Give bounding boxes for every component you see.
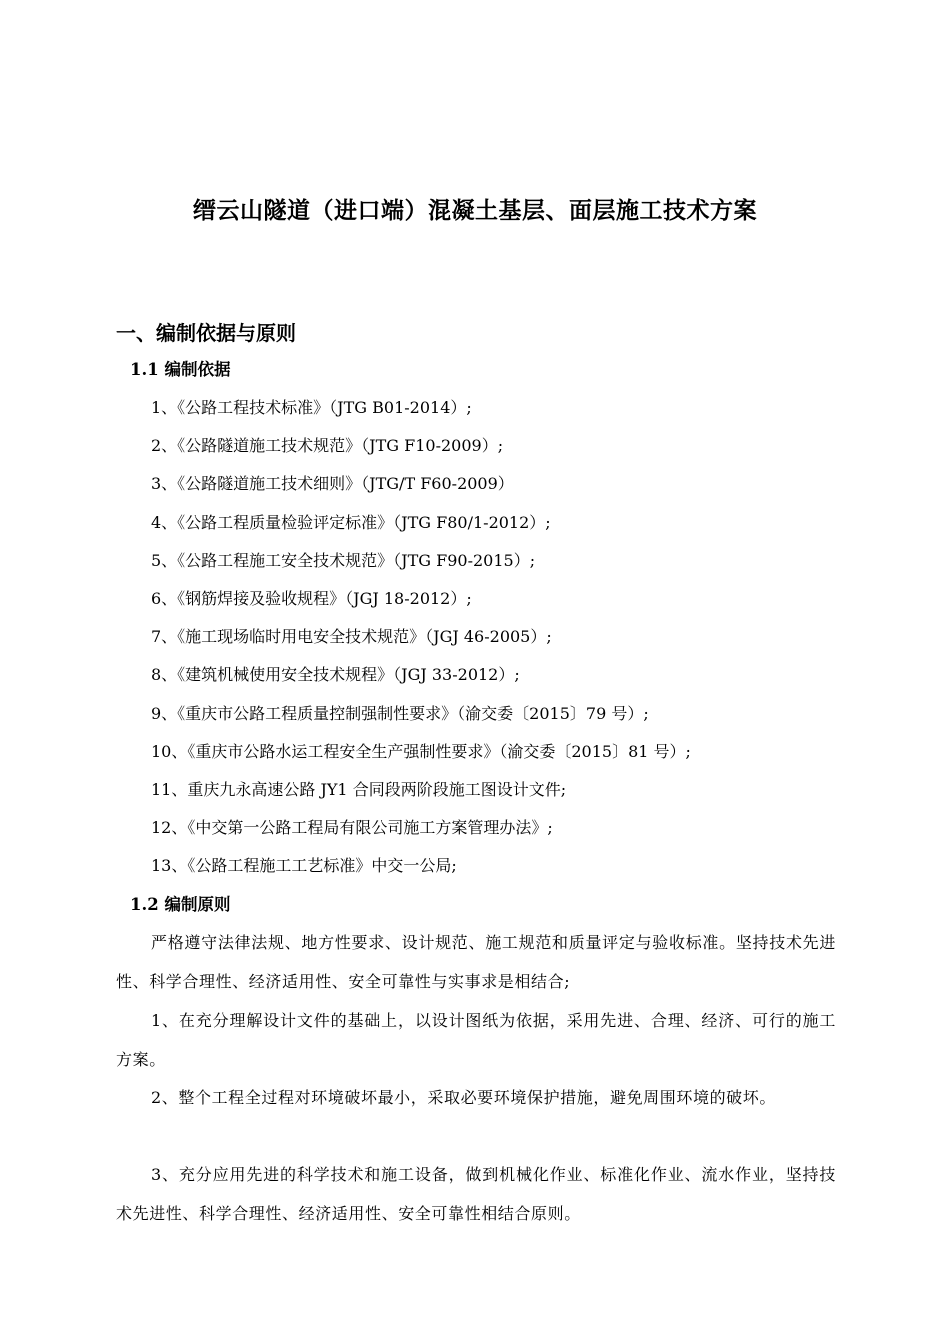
reference-item: 7、《施工现场临时用电安全技术规范》（JGJ 46-2005）; (151, 627, 552, 647)
principle-paragraph: 2、整个工程全过程对环境破坏最小，采取必要环境保护措施，避免周围环境的破坏。 (151, 1088, 776, 1107)
document-title: 缙云山隧道（进口端）混凝土基层、面层施工技术方案 (193, 197, 757, 224)
reference-item: 9、《重庆市公路工程质量控制强制性要求》（渝交委〔2015〕79 号）; (151, 703, 649, 723)
reference-item: 12、《中交第一公路工程局有限公司施工方案管理办法》; (151, 818, 553, 838)
reference-item: 11、重庆九永高速公路 JY1 合同段两阶段施工图设计文件; (151, 779, 567, 799)
reference-item: 3、《公路隧道施工技术细则》（JTG/T F60-2009） (151, 474, 514, 494)
reference-list (151, 394, 691, 890)
subsection-heading-1-2: 1.2 编制原则 (130, 895, 231, 914)
section-heading-1: 一、编制依据与原则 (116, 321, 296, 345)
reference-item: 2、《公路隧道施工技术规范》（JTG F10-2009）; (151, 436, 504, 456)
reference-item: 4、《公路工程质量检验评定标准》（JTG F80/1-2012）; (151, 512, 551, 532)
reference-item: 6、《钢筋焊接及验收规程》（JGJ 18-2012）; (151, 588, 472, 608)
principle-paragraph: 3、充分应用先进的科学技术和施工设备，做到机械化作业、标准化作业、流水作业，坚持技术先进性、科学合理性、经济适用性、安全可靠性相结合原则。 (116, 1165, 836, 1223)
principle-paragraph: 1、在充分理解设计文件的基础上，以设计图纸为依据，采用先进、合理、经济、可行的施工方案。 (116, 1011, 836, 1069)
subsection-heading-1-1: 1.1 编制依据 (130, 360, 231, 379)
principle-paragraph: 严格遵守法律法规、地方性要求、设计规范、施工规范和质量评定与验收标准。坚持技术先进性、科学合理性、经济适用性、安全可靠性与实事求是相结合; (116, 933, 836, 991)
reference-item: 8、《建筑机械使用安全技术规程》（JGJ 33-2012）; (151, 665, 520, 685)
reference-item: 1、《公路工程技术标准》（JTG B01-2014）; (151, 398, 472, 417)
reference-item: 5、《公路工程施工安全技术规范》（JTG F90-2015）; (151, 550, 536, 570)
reference-item: 10、《重庆市公路水运工程安全生产强制性要求》（渝交委〔2015〕81 号）; (151, 741, 691, 761)
reference-item: 13、《公路工程施工工艺标准》中交一公局; (151, 856, 457, 876)
